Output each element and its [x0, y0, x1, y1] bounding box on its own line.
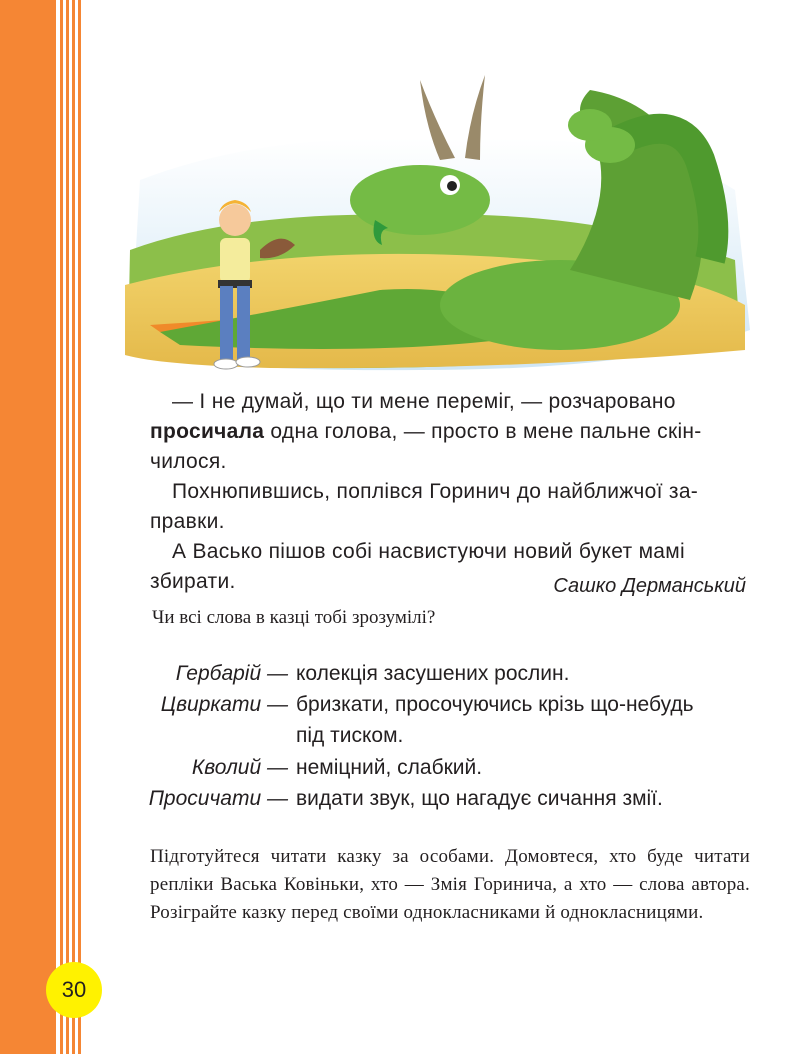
glossary-term: Цвиркати — — [160, 693, 288, 716]
boy-shoe — [236, 357, 260, 367]
glossary-term: Кволий — — [191, 756, 288, 779]
dragon-pupil — [447, 181, 457, 191]
boy-leg — [237, 286, 250, 361]
glossary-definition: видати звук, що нагадує сичання змії. — [296, 787, 663, 810]
story-text — [150, 387, 750, 597]
story-paragraph: А Васько пішов собі насвистуючи новий букет мамі збирати. — [150, 540, 685, 593]
glossary-term: Гербарій — — [175, 662, 288, 685]
side-stripe — [72, 0, 75, 1054]
task-instructions: Підготуйтеся читати казку за особами. Домовтеся, хто буде читати репліки Васька Ковіньки, хто — Змія Горинича, а хто — слова автора. Розіграйте казку перед своїми однокласниками й однокласницями. — [150, 846, 750, 923]
boy-shirt — [220, 238, 250, 283]
page-number: 30 — [46, 962, 102, 1018]
dragon-head — [350, 165, 490, 235]
story-paragraph: Похнюпившись, поплівся Горинич до найближчої за- правки. — [150, 480, 699, 533]
glossary-definition: неміцний, слабкий. — [296, 756, 483, 779]
glossary-term: Просичати — — [148, 787, 288, 810]
story-illustration — [120, 70, 750, 380]
glossary-definition: під тиском. — [296, 724, 404, 747]
vocabulary-question: Чи всі слова в казці тобі зрозумілі? — [152, 607, 436, 628]
boy-head — [219, 204, 251, 236]
side-stripe — [60, 0, 63, 1054]
boy-leg — [220, 286, 233, 361]
side-band — [0, 0, 56, 1054]
bold-word: просичала — [150, 420, 265, 443]
story-paragraph: — І не думай, що ти мене переміг, — розчаровано просичала одна голова, — просто в мене пальне скін- чилося. — [150, 390, 702, 473]
dragon-head-third — [568, 109, 612, 141]
boy-shoe — [214, 359, 238, 369]
story-author: Сашко Дерманський — [553, 575, 746, 597]
side-stripe — [78, 0, 81, 1054]
side-stripe — [66, 0, 69, 1054]
glossary-definition: бризкати, просочуючись крізь що-небудь — [296, 693, 694, 716]
glossary-definition: колекція засушених рослин. — [296, 662, 570, 685]
